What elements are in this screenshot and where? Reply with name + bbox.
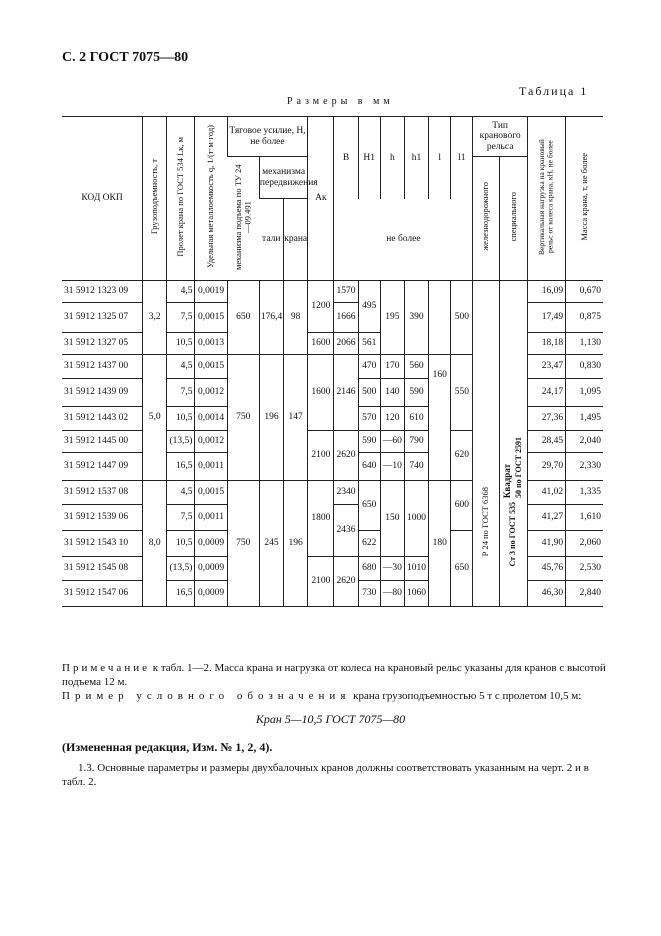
cell: 650 xyxy=(451,531,473,607)
rail-special: Квадрат 50 по ГОСТ 2591 Ст 3 по ГОСТ 535 xyxy=(499,281,527,607)
head-B: B xyxy=(334,117,358,199)
cell: 1200 xyxy=(308,281,334,333)
table-note xyxy=(62,662,607,690)
head-crane: крана xyxy=(284,199,308,281)
head-capacity: Грузоподъемность, т xyxy=(143,117,167,281)
cell: 750 xyxy=(227,481,259,607)
table-row: 31 5912 1537 08 xyxy=(62,481,143,505)
example-label: Пример условного обозначения xyxy=(62,690,351,702)
cell: 0,0019 xyxy=(195,281,227,303)
cell: 1666 xyxy=(334,303,358,333)
cell: 1600 xyxy=(308,333,334,355)
cell: 2,530 xyxy=(566,557,603,581)
cell: 0,0012 xyxy=(195,379,227,407)
cell: —30 xyxy=(380,557,404,581)
cell: 0,0015 xyxy=(195,355,227,379)
table-row: 31 5912 1547 06 xyxy=(62,581,143,607)
head-l: l xyxy=(429,117,451,199)
cell: 10,5 xyxy=(167,531,195,557)
head-span: Пролет крана по ГОСТ 534 Lк, м xyxy=(167,117,195,281)
table-caption: Таблица 1 xyxy=(519,84,589,98)
cell: 2,040 xyxy=(566,431,603,453)
cell: 1060 xyxy=(404,581,428,607)
cell: 176,4 xyxy=(259,281,283,355)
cell: 120 xyxy=(380,407,404,431)
cell: 23,47 xyxy=(527,355,565,379)
head-rail-type: Тип кранового рельса xyxy=(473,117,527,157)
head-railway: железнодорожного xyxy=(473,157,499,281)
cell xyxy=(429,281,451,355)
cell: 147 xyxy=(284,355,308,481)
cell: 7,5 xyxy=(167,505,195,531)
cell: 730 xyxy=(358,581,380,607)
cell: 590 xyxy=(404,379,428,407)
cell: —10 xyxy=(380,453,404,481)
cell: 10,5 xyxy=(167,407,195,431)
cell: 16,5 xyxy=(167,453,195,481)
cell: 0,0011 xyxy=(195,505,227,531)
cell: 245 xyxy=(259,481,283,607)
cell: 610 xyxy=(404,407,428,431)
cell: 3,2 xyxy=(143,281,167,355)
designation-example xyxy=(62,690,607,704)
cell: 650 xyxy=(358,481,380,531)
cell: 0,670 xyxy=(566,281,603,303)
rail-railway: Р 24 по ГОСТ 6368 xyxy=(473,281,499,607)
cell: 1600 xyxy=(308,355,334,431)
cell: 5,0 xyxy=(143,355,167,481)
cell: 41,90 xyxy=(527,531,565,557)
head-h: h xyxy=(380,117,404,199)
cell: 570 xyxy=(358,407,380,431)
cell: 500 xyxy=(451,281,473,355)
head-ak: Aк xyxy=(308,117,334,281)
note-text: к табл. 1—2. Масса крана и нагрузка от колеса на крановый рельс указаны для кранов с высотой подъема 12 м. xyxy=(62,662,606,688)
cell: 622 xyxy=(358,531,380,557)
cell: 0,830 xyxy=(566,355,603,379)
cell: 150 xyxy=(380,481,404,557)
head-l1: l1 xyxy=(451,117,473,199)
cell: 560 xyxy=(404,355,428,379)
paragraph-1-3: 1.3. Основные параметры и размеры двухбалочных кранов должны соответствовать указанным на черт. 2 и в табл. 2. xyxy=(62,762,589,788)
head-code: КОД ОКП xyxy=(62,117,143,281)
cell: 17,49 xyxy=(527,303,565,333)
cell: 2,330 xyxy=(566,453,603,481)
cell: 561 xyxy=(358,333,380,355)
cell: 28,45 xyxy=(527,431,565,453)
cell: 10,5 xyxy=(167,333,195,355)
cell: 0,0015 xyxy=(195,303,227,333)
cell: 196 xyxy=(284,481,308,607)
cell: 46,30 xyxy=(527,581,565,607)
cell: 1,335 xyxy=(566,481,603,505)
cell: 590 xyxy=(358,431,380,453)
cell: 41,02 xyxy=(527,481,565,505)
table-row: 31 5912 1443 02 xyxy=(62,407,143,431)
cell: 196 xyxy=(259,355,283,481)
cell: 4,5 xyxy=(167,281,195,303)
head-h1: h1 xyxy=(404,117,428,199)
cell: 29,70 xyxy=(527,453,565,481)
cell: 500 xyxy=(358,379,380,407)
crane-parameters-table xyxy=(62,116,603,607)
cell: 390 xyxy=(404,281,428,355)
head-special: специального xyxy=(499,157,527,281)
cell: 790 xyxy=(404,431,428,453)
cell: 27,36 xyxy=(527,407,565,431)
cell: 495 xyxy=(358,281,380,333)
cell: 650 xyxy=(227,281,259,355)
cell: 2,060 xyxy=(566,531,603,557)
cell: 0,0011 xyxy=(195,453,227,481)
cell: 2340 xyxy=(334,481,358,505)
cell: —80 xyxy=(380,581,404,607)
table-subcaption: Размеры в мм xyxy=(287,96,394,107)
cell: 2436 xyxy=(334,505,358,557)
cell: 4,5 xyxy=(167,355,195,379)
head-pull: Тяговое усилие, Н, не более xyxy=(227,117,308,157)
cell: 195 xyxy=(380,281,404,355)
cell: —60 xyxy=(380,431,404,453)
cell: 2066 xyxy=(334,333,358,355)
cell: 1570 xyxy=(334,281,358,303)
changed-edition: (Измененная редакция, Изм. № 1, 2, 4). xyxy=(62,740,273,754)
cell: 550 xyxy=(451,355,473,431)
cell: 1,095 xyxy=(566,379,603,407)
cell: 2100 xyxy=(308,557,334,607)
cell: 0,875 xyxy=(566,303,603,333)
cell: 7,5 xyxy=(167,303,195,333)
cell: 18,18 xyxy=(527,333,565,355)
page-header: С. 2 ГОСТ 7075—80 xyxy=(62,50,189,65)
cell: 2146 xyxy=(334,355,358,431)
cell: 1800 xyxy=(308,481,334,557)
cell: 750 xyxy=(227,355,259,481)
head-hoist: тали xyxy=(259,199,283,281)
cell: 2620 xyxy=(334,431,358,481)
cell: 45,76 xyxy=(527,557,565,581)
cell: 0,0009 xyxy=(195,581,227,607)
cell: 620 xyxy=(451,431,473,481)
head-move-mech: механизма передвижения xyxy=(259,157,307,199)
cell: 1000 xyxy=(404,481,428,557)
head-not-more: не более xyxy=(334,199,473,281)
table-row: 31 5912 1445 00 xyxy=(62,431,143,453)
cell: 2,840 xyxy=(566,581,603,607)
cell: 1010 xyxy=(404,557,428,581)
cell: 1,610 xyxy=(566,505,603,531)
cell: 0,0012 xyxy=(195,431,227,453)
cell: 2620 xyxy=(334,557,358,607)
table-row: 31 5912 1325 07 xyxy=(62,303,143,333)
table-row: 31 5912 1439 09 xyxy=(62,379,143,407)
cell: 7,5 xyxy=(167,379,195,407)
head-mass: Масса крана, т, не более xyxy=(566,117,603,281)
example-formula: Кран 5—10,5 ГОСТ 7075—80 xyxy=(255,712,406,726)
cell: 16,5 xyxy=(167,581,195,607)
cell: 0,0009 xyxy=(195,557,227,581)
cell: 0,0015 xyxy=(195,481,227,505)
cell: 470 xyxy=(358,355,380,379)
table-row: 31 5912 1539 06 xyxy=(62,505,143,531)
head-H1: H1 xyxy=(358,117,380,199)
table-row: 31 5912 1323 09 xyxy=(64,286,129,297)
cell: 16,09 xyxy=(527,281,565,303)
cell: 170 xyxy=(380,355,404,379)
table-row: 31 5912 1543 10 xyxy=(62,531,143,557)
cell: 0,0009 xyxy=(195,531,227,557)
table-row: 31 5912 1437 00 xyxy=(62,355,143,379)
cell: 1,130 xyxy=(566,333,603,355)
cell: 4,5 xyxy=(167,481,195,505)
cell: 740 xyxy=(404,453,428,481)
head-load: Вертикальная нагрузка на крановый рельс от колеса крана, кН, не более xyxy=(527,117,565,281)
cell: 140 xyxy=(380,379,404,407)
cell: 2100 xyxy=(308,431,334,481)
cell: 180 xyxy=(429,481,451,607)
cell: 160 xyxy=(429,355,451,481)
head-metal: Удельная металлоемкость q, 1/(т·м·год) xyxy=(195,117,227,281)
note-label: Примечание xyxy=(62,662,150,674)
table-row: 31 5912 1447 09 xyxy=(62,453,143,481)
cell: 640 xyxy=(358,453,380,481)
cell: 600 xyxy=(451,481,473,531)
table-row: 31 5912 1327 05 xyxy=(62,333,143,355)
head-lift-mech: механизма подъема по ТУ 24—09.491 xyxy=(227,157,259,281)
cell: 41,27 xyxy=(527,505,565,531)
cell: 98 xyxy=(284,281,308,355)
table-row: 31 5912 1545 08 xyxy=(62,557,143,581)
cell: 24,17 xyxy=(527,379,565,407)
cell: (13,5) xyxy=(167,431,195,453)
cell: 8,0 xyxy=(143,481,167,607)
example-text: крана грузоподъемностью 5 т с пролетом 10,5 м: xyxy=(350,690,582,702)
cell: 0,0014 xyxy=(195,407,227,431)
cell: (13,5) xyxy=(167,557,195,581)
cell: 680 xyxy=(358,557,380,581)
cell: 0,0013 xyxy=(195,333,227,355)
cell: 1,495 xyxy=(566,407,603,431)
